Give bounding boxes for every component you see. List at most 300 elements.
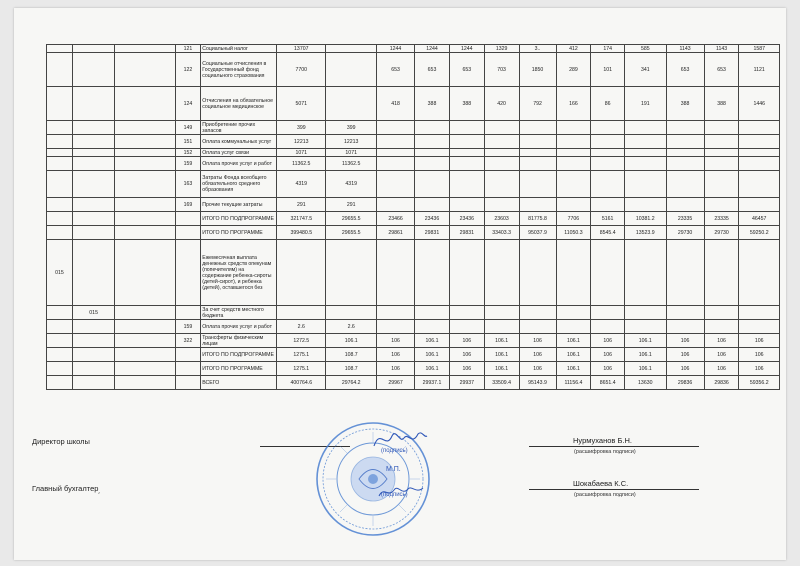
- value-cell: [519, 198, 556, 212]
- value-cell: 29967: [376, 376, 414, 390]
- value-cell: [591, 135, 625, 149]
- value-cell: 108.7: [326, 362, 377, 376]
- value-cell: 7700: [277, 53, 326, 87]
- value-cell: [415, 149, 450, 157]
- value-cell: [704, 121, 739, 135]
- value-cell: 703: [484, 53, 519, 87]
- program-code-cell: [47, 87, 73, 121]
- table-row: [47, 212, 780, 226]
- value-cell: 106: [739, 348, 780, 362]
- value-cell: [376, 198, 414, 212]
- value-cell: 418: [376, 87, 414, 121]
- program-code-cell: [47, 320, 73, 334]
- value-cell: [556, 157, 591, 171]
- item-name-cell: Ежемесячная выплата денежных средств опекунам (попечителям) на содержание ребенка-сироты (детей-сирот), и ребенка (детей), оставшегося без: [200, 240, 276, 306]
- value-cell: 1850: [519, 53, 556, 87]
- program-code-cell: [47, 362, 73, 376]
- value-cell: 400764.6: [277, 376, 326, 390]
- value-cell: 792: [519, 87, 556, 121]
- empty-cell: [115, 362, 176, 376]
- empty-cell: [115, 149, 176, 157]
- value-cell: 1143: [666, 45, 704, 53]
- value-cell: [625, 149, 667, 157]
- value-cell: [556, 171, 591, 198]
- value-cell: 8545.4: [591, 226, 625, 240]
- value-cell: 106: [376, 362, 414, 376]
- value-cell: 321747.5: [277, 212, 326, 226]
- value-cell: 1275.1: [277, 348, 326, 362]
- program-code-cell: [47, 135, 73, 149]
- value-cell: [591, 121, 625, 135]
- value-cell: 29861: [376, 226, 414, 240]
- item-name-cell: Оплата прочих услуг и работ: [200, 320, 276, 334]
- subprogram-code-cell: [72, 226, 115, 240]
- value-cell: 1071: [326, 149, 377, 157]
- table-row: [47, 362, 780, 376]
- budget-table: [46, 44, 780, 390]
- specifics-code-cell: 122: [176, 53, 201, 87]
- value-cell: 1244: [415, 45, 450, 53]
- value-cell: [415, 171, 450, 198]
- value-cell: 81775.8: [519, 212, 556, 226]
- value-cell: [519, 240, 556, 306]
- value-cell: [739, 171, 780, 198]
- value-cell: [704, 320, 739, 334]
- value-cell: [704, 198, 739, 212]
- value-cell: 95143.9: [519, 376, 556, 390]
- subprogram-code-cell: [72, 198, 115, 212]
- value-cell: 106.1: [484, 348, 519, 362]
- value-cell: [449, 240, 484, 306]
- program-code-cell: [47, 157, 73, 171]
- value-cell: 11156.4: [556, 376, 591, 390]
- program-code-cell: [47, 121, 73, 135]
- value-cell: [556, 240, 591, 306]
- value-cell: [415, 135, 450, 149]
- item-name-cell: Приобретение прочих запасов: [200, 121, 276, 135]
- value-cell: [449, 306, 484, 320]
- value-cell: 13707: [277, 45, 326, 53]
- program-code-cell: [47, 226, 73, 240]
- empty-cell: [115, 53, 176, 87]
- value-cell: 106.1: [484, 334, 519, 348]
- item-name-cell: Оплата коммунальных услуг: [200, 135, 276, 149]
- empty-cell: [115, 306, 176, 320]
- director-label: Директор школы: [32, 437, 90, 446]
- specifics-code-cell: 124: [176, 87, 201, 121]
- table-row: [47, 320, 780, 334]
- subprogram-code-cell: [72, 212, 115, 226]
- value-cell: [519, 121, 556, 135]
- value-cell: [376, 306, 414, 320]
- value-cell: [415, 240, 450, 306]
- value-cell: 59250.2: [739, 226, 780, 240]
- value-cell: 86: [591, 87, 625, 121]
- value-cell: 106: [376, 334, 414, 348]
- subprogram-code-cell: 015: [72, 306, 115, 320]
- value-cell: [625, 157, 667, 171]
- value-cell: [326, 45, 377, 53]
- value-cell: [625, 135, 667, 149]
- value-cell: 29730: [704, 226, 739, 240]
- value-cell: [591, 171, 625, 198]
- value-cell: [704, 157, 739, 171]
- value-cell: 23335: [666, 212, 704, 226]
- value-cell: 653: [376, 53, 414, 87]
- value-cell: [666, 121, 704, 135]
- subprogram-code-cell: [72, 320, 115, 334]
- value-cell: [666, 240, 704, 306]
- table-row: [47, 226, 780, 240]
- value-cell: [484, 121, 519, 135]
- empty-cell: [115, 121, 176, 135]
- value-cell: [666, 149, 704, 157]
- value-cell: 106: [591, 362, 625, 376]
- value-cell: 191: [625, 87, 667, 121]
- value-cell: [739, 157, 780, 171]
- subprogram-code-cell: [72, 149, 115, 157]
- empty-cell: [115, 198, 176, 212]
- value-cell: [484, 198, 519, 212]
- value-cell: [376, 320, 414, 334]
- value-cell: [519, 135, 556, 149]
- specifics-code-cell: [176, 376, 201, 390]
- item-name-cell: ИТОГО ПО ПРОГРАММЕ: [200, 226, 276, 240]
- value-cell: 106.1: [556, 348, 591, 362]
- specifics-code-cell: [176, 240, 201, 306]
- value-cell: [449, 198, 484, 212]
- value-cell: [739, 135, 780, 149]
- value-cell: [556, 306, 591, 320]
- value-cell: 106: [704, 348, 739, 362]
- value-cell: [376, 240, 414, 306]
- value-cell: 1071: [277, 149, 326, 157]
- stamp-sign-top: (подпись): [381, 448, 408, 454]
- item-name-cell: Затраты Фонда всеобщего обязательного среднего образования: [200, 171, 276, 198]
- value-cell: 59356.2: [739, 376, 780, 390]
- value-cell: [519, 149, 556, 157]
- value-cell: [556, 320, 591, 334]
- value-cell: 106: [519, 362, 556, 376]
- table-row: [47, 240, 780, 306]
- value-cell: 106: [591, 334, 625, 348]
- value-cell: [591, 149, 625, 157]
- value-cell: [519, 157, 556, 171]
- value-cell: 2.6: [326, 320, 377, 334]
- value-cell: 388: [415, 87, 450, 121]
- value-cell: 23436: [449, 212, 484, 226]
- value-cell: 341: [625, 53, 667, 87]
- program-code-cell: [47, 334, 73, 348]
- table-row: [47, 376, 780, 390]
- value-cell: [326, 87, 377, 121]
- value-cell: [704, 240, 739, 306]
- value-cell: 10381.2: [625, 212, 667, 226]
- item-name-cell: Трансферты физическим лицам: [200, 334, 276, 348]
- value-cell: [376, 171, 414, 198]
- empty-cell: [115, 135, 176, 149]
- value-cell: [625, 198, 667, 212]
- value-cell: [326, 240, 377, 306]
- value-cell: 291: [326, 198, 377, 212]
- value-cell: [484, 157, 519, 171]
- accountant-handwritten-signature: [376, 480, 426, 502]
- specifics-code-cell: [176, 306, 201, 320]
- value-cell: [376, 135, 414, 149]
- table-row: [47, 121, 780, 135]
- value-cell: 29655.5: [326, 212, 377, 226]
- value-cell: 3..: [519, 45, 556, 53]
- value-cell: [666, 306, 704, 320]
- program-code-cell: [47, 171, 73, 198]
- value-cell: [415, 121, 450, 135]
- value-cell: 4319: [277, 171, 326, 198]
- value-cell: [739, 320, 780, 334]
- value-cell: [704, 135, 739, 149]
- value-cell: [519, 306, 556, 320]
- specifics-code-cell: 169: [176, 198, 201, 212]
- specifics-code-cell: [176, 348, 201, 362]
- value-cell: [591, 320, 625, 334]
- value-cell: 174: [591, 45, 625, 53]
- item-name-cell: ИТОГО ПО ПРОГРАММЕ: [200, 362, 276, 376]
- table-row: [47, 157, 780, 171]
- subprogram-code-cell: [72, 362, 115, 376]
- table-row: [47, 306, 780, 320]
- empty-cell: [115, 87, 176, 121]
- value-cell: [376, 149, 414, 157]
- value-cell: [449, 171, 484, 198]
- value-cell: 106.1: [415, 334, 450, 348]
- value-cell: 11050.3: [556, 226, 591, 240]
- value-cell: 106.1: [484, 362, 519, 376]
- value-cell: [484, 135, 519, 149]
- table-body: [47, 45, 780, 390]
- value-cell: 106: [739, 334, 780, 348]
- value-cell: [376, 157, 414, 171]
- value-cell: [704, 149, 739, 157]
- value-cell: 106.1: [625, 362, 667, 376]
- value-cell: [739, 240, 780, 306]
- stamp-sign-bottom: (подпись): [381, 492, 408, 498]
- accountant-decode-hint: (расшифровка подписи): [574, 492, 636, 498]
- value-cell: 106.1: [326, 334, 377, 348]
- value-cell: [415, 306, 450, 320]
- specifics-code-cell: [176, 212, 201, 226]
- value-cell: 13630: [625, 376, 667, 390]
- value-cell: [519, 171, 556, 198]
- value-cell: 1446: [739, 87, 780, 121]
- value-cell: 29937: [449, 376, 484, 390]
- value-cell: [591, 157, 625, 171]
- value-cell: 1244: [376, 45, 414, 53]
- value-cell: [666, 135, 704, 149]
- value-cell: 106: [666, 362, 704, 376]
- value-cell: [666, 198, 704, 212]
- table-row: [47, 348, 780, 362]
- program-code-cell: [47, 348, 73, 362]
- value-cell: [666, 320, 704, 334]
- table-row: [47, 334, 780, 348]
- item-name-cell: ВСЕГО: [200, 376, 276, 390]
- value-cell: [556, 121, 591, 135]
- value-cell: [739, 198, 780, 212]
- value-cell: 106: [591, 348, 625, 362]
- subprogram-code-cell: [72, 87, 115, 121]
- item-name-cell: Отчисления на обязательное социальное медицинское: [200, 87, 276, 121]
- empty-cell: [115, 376, 176, 390]
- accountant-name: Шокабаева К.С.: [573, 479, 629, 488]
- empty-cell: [115, 226, 176, 240]
- value-cell: 29655.5: [326, 226, 377, 240]
- value-cell: 106: [704, 334, 739, 348]
- value-cell: 653: [415, 53, 450, 87]
- item-name-cell: За счет средств местного бюджета: [200, 306, 276, 320]
- value-cell: [556, 135, 591, 149]
- item-name-cell: Социальные отчисления в Государственный фонд социального страхования: [200, 53, 276, 87]
- value-cell: 106: [739, 362, 780, 376]
- subprogram-code-cell: [72, 121, 115, 135]
- specifics-code-cell: [176, 226, 201, 240]
- empty-cell: [115, 240, 176, 306]
- value-cell: [739, 121, 780, 135]
- value-cell: 653: [449, 53, 484, 87]
- value-cell: 29730: [666, 226, 704, 240]
- specifics-code-cell: 151: [176, 135, 201, 149]
- value-cell: [277, 306, 326, 320]
- value-cell: 2.6: [277, 320, 326, 334]
- value-cell: 106: [519, 348, 556, 362]
- value-cell: 23335: [704, 212, 739, 226]
- value-cell: [591, 240, 625, 306]
- empty-cell: [115, 334, 176, 348]
- value-cell: 106: [666, 348, 704, 362]
- value-cell: 106.1: [556, 334, 591, 348]
- program-code-cell: [47, 53, 73, 87]
- value-cell: [739, 306, 780, 320]
- value-cell: [326, 306, 377, 320]
- value-cell: 399: [277, 121, 326, 135]
- director-name: Нурмуханов Б.Н.: [573, 436, 632, 445]
- value-cell: 289: [556, 53, 591, 87]
- value-cell: [484, 320, 519, 334]
- specifics-code-cell: 322: [176, 334, 201, 348]
- value-cell: 106: [376, 348, 414, 362]
- value-cell: [591, 198, 625, 212]
- stamp-mp: М.П.: [386, 466, 401, 473]
- subprogram-code-cell: [72, 348, 115, 362]
- value-cell: 23466: [376, 212, 414, 226]
- value-cell: [704, 171, 739, 198]
- specifics-code-cell: 159: [176, 157, 201, 171]
- value-cell: 12213: [277, 135, 326, 149]
- value-cell: 29836: [666, 376, 704, 390]
- value-cell: 4319: [326, 171, 377, 198]
- value-cell: [449, 157, 484, 171]
- value-cell: 1272.5: [277, 334, 326, 348]
- value-cell: [449, 320, 484, 334]
- empty-cell: [115, 212, 176, 226]
- accountant-name-line: [529, 489, 699, 490]
- director-handwritten-signature: [370, 424, 430, 454]
- table-row: [47, 171, 780, 198]
- value-cell: 13523.9: [625, 226, 667, 240]
- value-cell: 106.1: [415, 348, 450, 362]
- table-row: [47, 198, 780, 212]
- subprogram-code-cell: [72, 157, 115, 171]
- value-cell: [519, 320, 556, 334]
- value-cell: [625, 306, 667, 320]
- value-cell: 23603: [484, 212, 519, 226]
- value-cell: 1587: [739, 45, 780, 53]
- program-code-cell: [47, 45, 73, 53]
- value-cell: 23436: [415, 212, 450, 226]
- document-page: [14, 8, 786, 560]
- value-cell: 106: [449, 334, 484, 348]
- item-name-cell: ИТОГО ПО ПОДПРОГРАММЕ: [200, 348, 276, 362]
- item-name-cell: Прочие текущие затраты: [200, 198, 276, 212]
- value-cell: [484, 149, 519, 157]
- subprogram-code-cell: [72, 53, 115, 87]
- value-cell: 653: [704, 53, 739, 87]
- value-cell: [449, 149, 484, 157]
- value-cell: [556, 149, 591, 157]
- value-cell: 106: [519, 334, 556, 348]
- value-cell: 420: [484, 87, 519, 121]
- subprogram-code-cell: [72, 240, 115, 306]
- value-cell: 106.1: [625, 348, 667, 362]
- specifics-code-cell: 163: [176, 171, 201, 198]
- value-cell: [449, 135, 484, 149]
- value-cell: 399: [326, 121, 377, 135]
- empty-cell: [115, 348, 176, 362]
- value-cell: [415, 157, 450, 171]
- value-cell: 5071: [277, 87, 326, 121]
- value-cell: [415, 198, 450, 212]
- value-cell: 106.1: [415, 362, 450, 376]
- value-cell: 1329: [484, 45, 519, 53]
- program-code-cell: [47, 376, 73, 390]
- value-cell: 5161: [591, 212, 625, 226]
- value-cell: [704, 306, 739, 320]
- value-cell: [625, 121, 667, 135]
- value-cell: 95037.9: [519, 226, 556, 240]
- value-cell: [277, 240, 326, 306]
- value-cell: 29831: [415, 226, 450, 240]
- value-cell: 653: [666, 53, 704, 87]
- subprogram-code-cell: [72, 376, 115, 390]
- program-code-cell: 015: [47, 240, 73, 306]
- program-code-cell: [47, 149, 73, 157]
- table-row: [47, 45, 780, 53]
- value-cell: 29937.1: [415, 376, 450, 390]
- table-row: [47, 53, 780, 87]
- item-name-cell: Оплата прочих услуг и работ: [200, 157, 276, 171]
- value-cell: 106: [666, 334, 704, 348]
- empty-cell: [115, 157, 176, 171]
- value-cell: 29764.2: [326, 376, 377, 390]
- value-cell: 106.1: [625, 334, 667, 348]
- subprogram-code-cell: [72, 45, 115, 53]
- item-name-cell: Социальный налог: [200, 45, 276, 53]
- value-cell: 108.7: [326, 348, 377, 362]
- value-cell: [484, 306, 519, 320]
- director-name-line: [529, 446, 699, 447]
- value-cell: [625, 171, 667, 198]
- value-cell: 1121: [739, 53, 780, 87]
- value-cell: 388: [449, 87, 484, 121]
- value-cell: [739, 149, 780, 157]
